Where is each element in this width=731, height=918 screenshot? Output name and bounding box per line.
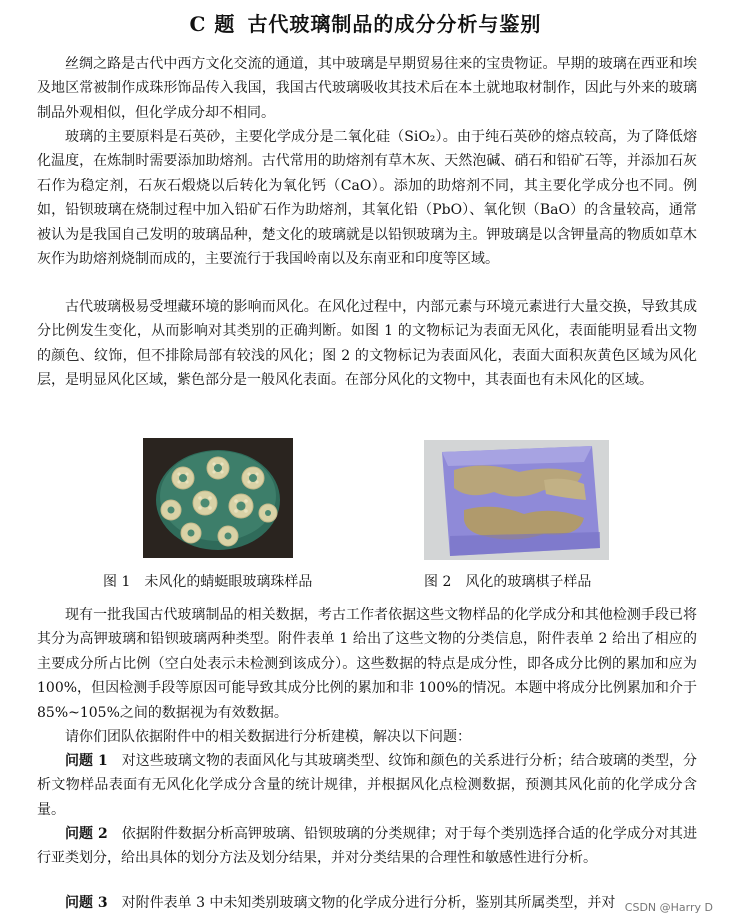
question-2-label: 问题 2 [65, 826, 108, 842]
figure-1-caption: 图 1 未风化的蜻蜓眼玻璃珠样品 [103, 574, 313, 590]
figure-1-bead-photo [143, 438, 293, 558]
question-1 [37, 749, 697, 822]
page-title [0, 8, 731, 37]
game-piece-image [424, 440, 609, 560]
question-2-text: 依据附件数据分析高钾玻璃、铅钡玻璃的分类规律；对于每个类别选择合适的化学成分对其进行亚类划分，给出具体的划分方法及划分结果，并对分类结果的合理性和敏感性进行分析。 [37, 826, 697, 867]
question-3-text: 对附件表单 3 中未知类别玻璃文物的化学成分进行分析，鉴别其所属类型，并对 [107, 895, 616, 911]
question-3-label: 问题 3 [65, 895, 108, 911]
question-1-label: 问题 1 [65, 753, 108, 769]
body-paragraph-task: 请你们团队依据附件中的相关数据进行分析建模，解决以下问题： [65, 729, 471, 745]
intro-paragraph-3: 古代玻璃极易受埋藏环境的影响而风化。在风化过程中，内部元素与环境元素进行大量交换，导致其成分比例发生变化，从而影响对其类别的正确判断。如图 1 的文物标记为表面无风化，表面能明显看出文物的颜色、纹饰，但不排除局部有较浅的风化；图 2 的文物标记为表面风化，表面大面积灰黄色区域为风化层，是明显风化区域，紫色部分是一般风化表面。在部分风化的文物中，其表面也有未风化的区域。 [37, 299, 697, 389]
body-paragraph-data: 现有一批我国古代玻璃制品的相关数据，考古工作者依据这些文物样品的化学成分和其他检测手段已将其分为高钾玻璃和铅钡玻璃两种类型。附件表单 1 给出了这些文物的分类信息，附件表单 2 给出了相应的主要成分所占比例（空白处表示未检测到该成分）。这些数据的特点是成分性，即各成分比例的累加和应为 100%，但因检测手段等原因可能导致其成分比例的累加和非 100%的情况。本题中将成分比例累加和介于 85%~105%之间的数据视为有效数据。 [37, 607, 697, 721]
bead-image [143, 438, 293, 558]
question-2 [37, 822, 697, 871]
figure-2-game-piece-photo [424, 440, 609, 560]
title-text: 古代玻璃制品的成分分析与鉴别 [247, 12, 542, 36]
question-1-text: 对这些玻璃文物的表面风化与其玻璃类型、纹饰和颜色的关系进行分析；结合玻璃的类型，分析文物样品表面有无风化化学成分含量的统计规律，并根据风化点检测数据，预测其风化前的化学成分含量。 [37, 753, 697, 818]
figure-2-caption: 图 2 风化的玻璃棋子样品 [424, 574, 592, 590]
watermark: CSDN @Harry D [624, 901, 713, 914]
intro-paragraph-1: 丝绸之路是古代中西方文化交流的通道，其中玻璃是早期贸易往来的宝贵物证。早期的玻璃在西亚和埃及地区常被制作成珠形饰品传入我国，我国古代玻璃吸收其技术后在本土就地取材制作，因此与外来的玻璃制品外观相似，但化学成分却不相同。 [37, 56, 697, 121]
intro-paragraph-2: 玻璃的主要原料是石英砂，主要化学成分是二氧化硅（SiO₂）。由于纯石英砂的熔点较高，为了降低熔化温度，在炼制时需要添加助熔剂。古代常用的助熔剂有草木灰、天然泡碱、硝石和铅矿石等，并添加石灰石作为稳定剂，石灰石煅烧以后转化为氧化钙（CaO）。添加的助熔剂不同，其主要化学成分也不同。例如，铅钡玻璃在烧制过程中加入铅矿石作为助熔剂，其氧化铅（PbO）、氧化钡（BaO）的含量较高，通常被认为是我国自己发明的玻璃品种，楚文化的玻璃就是以铅钡玻璃为主。钾玻璃是以含钾量高的物质如草木灰作为助熔剂烧制而成的，主要流行于我国岭南以及东南亚和印度等区域。 [37, 129, 697, 268]
problem-tag: C 题 [189, 12, 236, 36]
question-3 [37, 891, 697, 915]
